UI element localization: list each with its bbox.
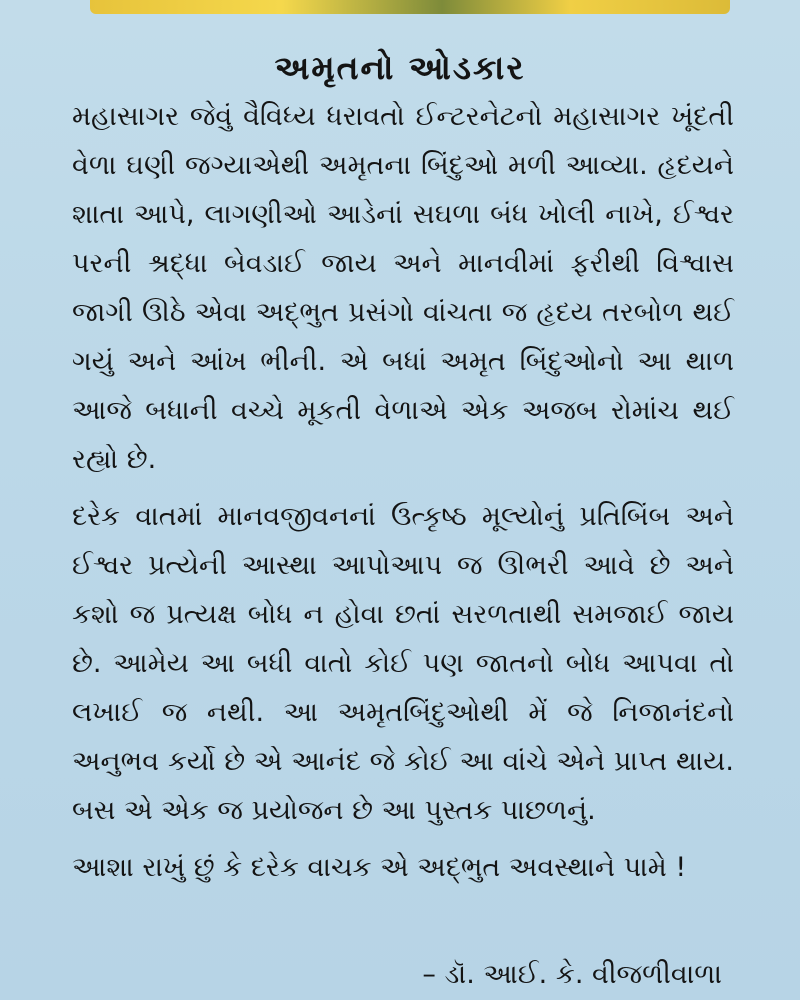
body-text [72,92,734,892]
paragraph-1 [72,92,734,484]
closing-line: આશા રાખું છું કે દરેક વાચક એ અદ્ભુત અવસ્થાને પામે ! [72,852,687,883]
sunflower-banner-image [90,0,730,14]
paragraph-2 [72,492,734,835]
author-signature: – ડૉ. આઈ. કે. વીજળીવાળા [422,959,722,990]
paragraph-text: દરેક વાતમાં માનવજીવનનાં ઉત્કૃષ્ઠ મૂલ્યોનું પ્રતિબિંબ અને ઈશ્વર પ્રત્યેની આસ્થા આપોઆપ જ ઊભરી આવે છે અને કશો જ પ્રત્યક્ષ બોધ ન હોવા છતાં સરળતાથી સમજાઈ જાય છે. આમેય આ બધી વાતો કોઈ પણ જાતનો બોધ આપવા તો લખાઈ જ નથી. આ અમૃતબિંદુઓથી મેં જે નિજાનંદનો અનુભવ કર્યો છે એ આનંદ જે કોઈ આ વાંચે એને પ્રાપ્ત થાય. બસ એ એક જ પ્રયોજન છે આ પુસ્તક પાછળનું. [72,501,734,826]
page-title: અમૃતનો ઓડકાર [274,48,526,88]
paragraph-text: મહાસાગર જેવું વૈવિધ્ય ધરાવતો ઈન્ટરનેટનો મહાસાગર ખૂંદતી વેળા ઘણી જગ્યાએથી અમૃતના બિંદુઓ મળી આવ્યા. હૃદયને શાતા આપે, લાગણીઓ આડેનાં સઘળા બંધ ખોલી નાખે, ઈશ્વર પરની શ્રદ્ધા બેવડાઈ જાય અને માનવીમાં ફરીથી વિશ્વાસ જાગી ઊઠે એવા અદ્ભુત પ્રસંગો વાંચતા જ હૃદય તરબોળ થઈ ગયું અને આંખ ભીની. એ બધાં અમૃત બિંદુઓનો આ થાળ આજે બધાની વચ્ચે મૂકતી વેળાએ એક અજબ રોમાંચ થઈ રહ્યો છે. [72,101,734,475]
